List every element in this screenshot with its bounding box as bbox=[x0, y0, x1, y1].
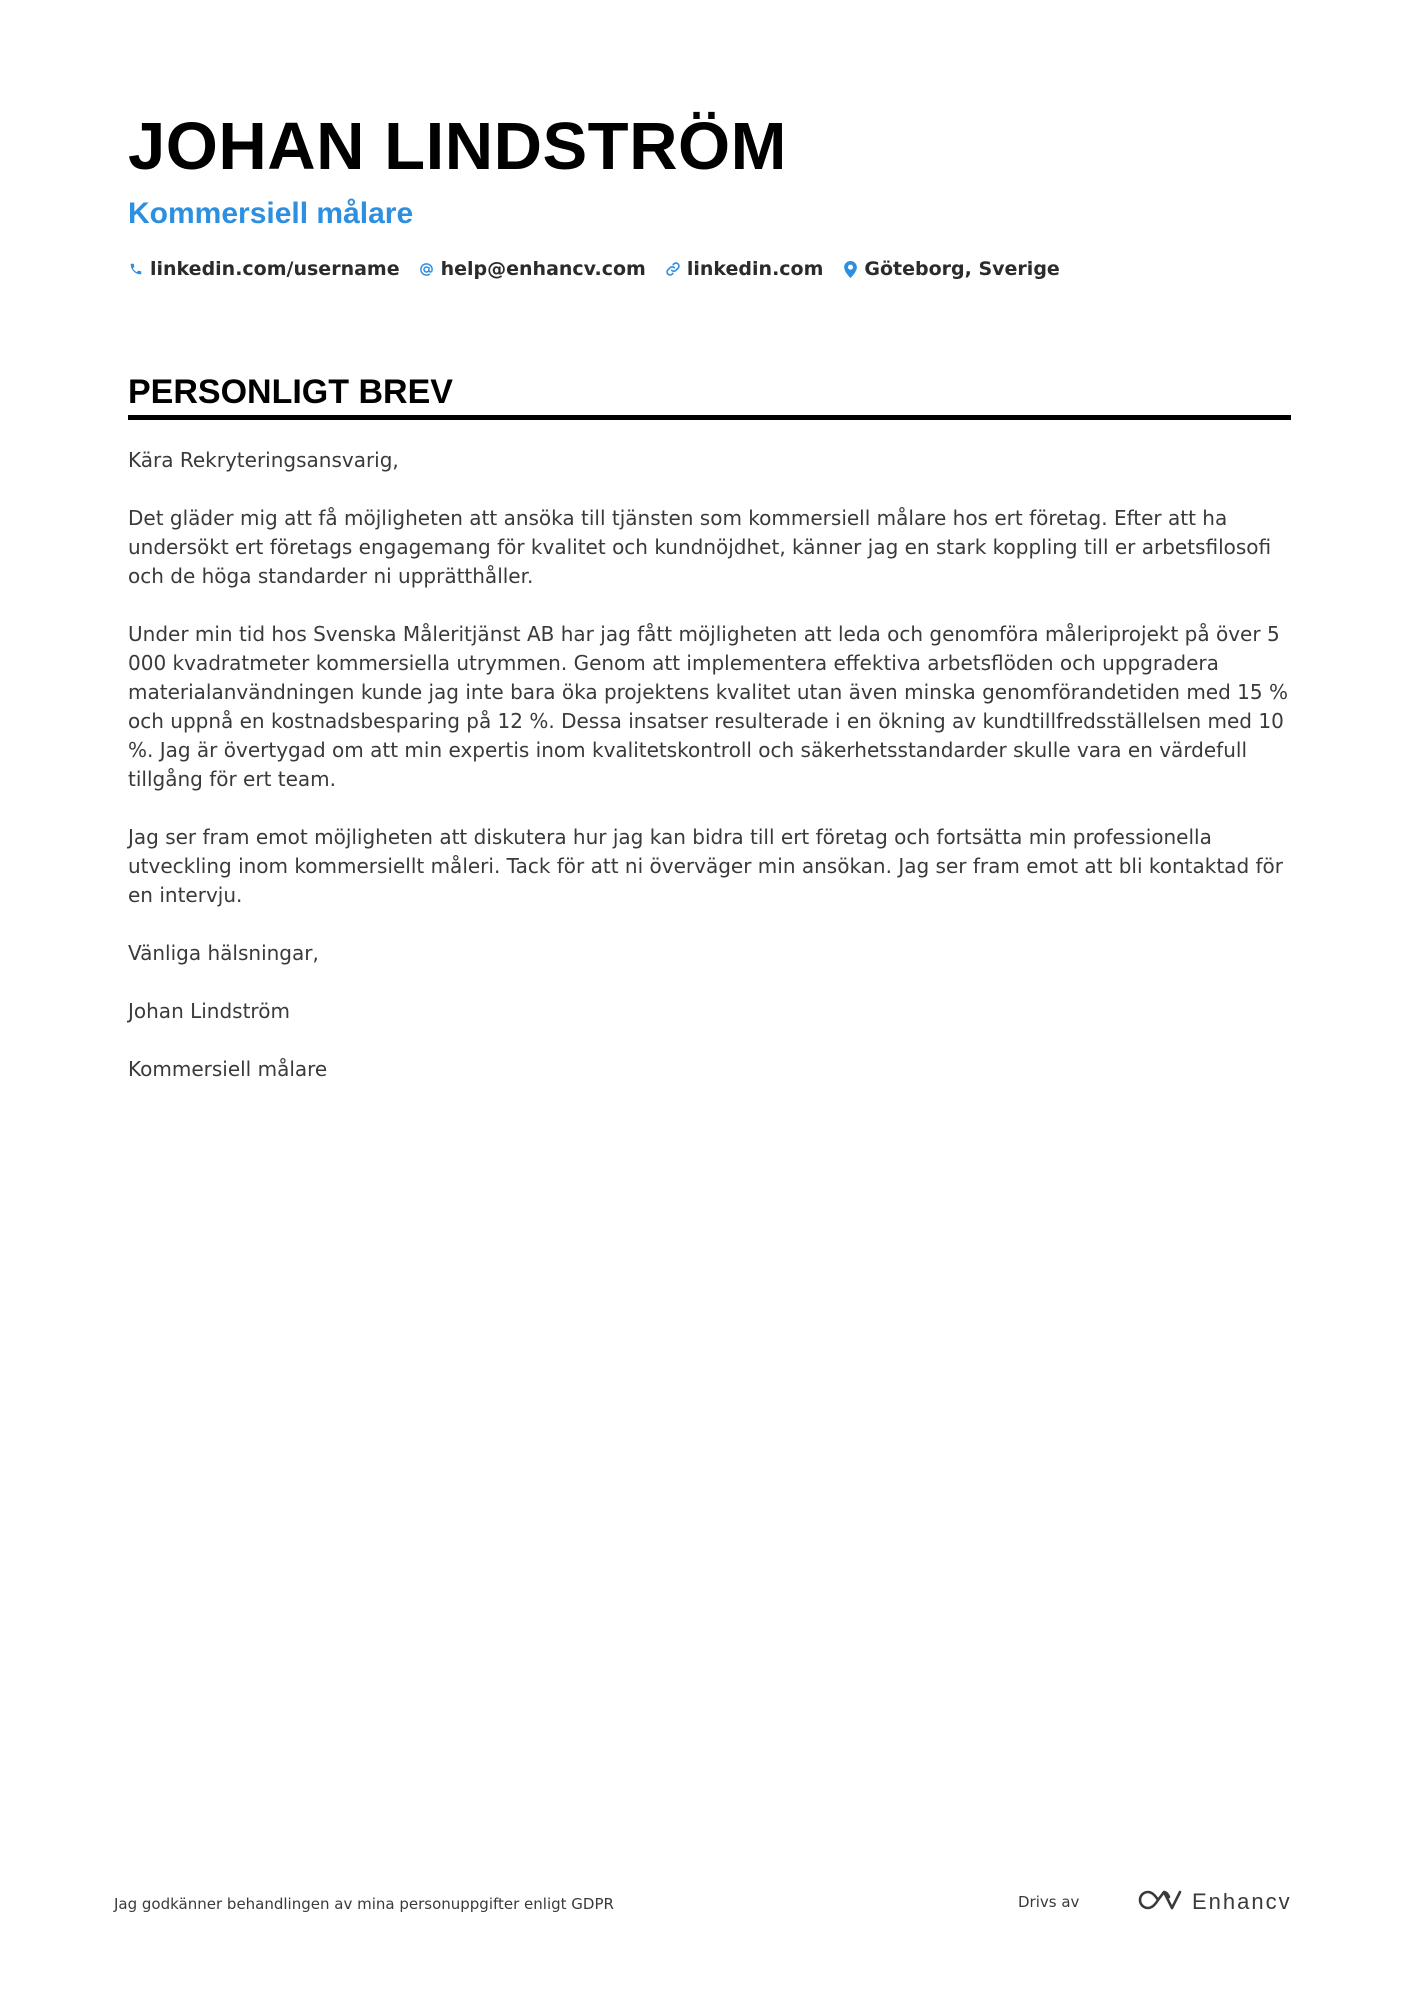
contact-link-text: linkedin.com bbox=[686, 258, 824, 280]
applicant-title: Kommersiell målare bbox=[128, 197, 414, 230]
applicant-name: JOHAN LINDSTRÖM bbox=[128, 109, 787, 184]
section-heading: PERSONLIGT BREV bbox=[128, 372, 1291, 420]
enhancv-logo[interactable] bbox=[1138, 1888, 1292, 1916]
gdpr-consent-text: Jag godkänner behandlingen av mina personuppgifter enligt GDPR bbox=[114, 1895, 614, 1913]
contact-bar bbox=[128, 258, 1291, 280]
contact-phone[interactable] bbox=[128, 258, 400, 280]
letter-greeting: Kära Rekryteringsansvarig, bbox=[128, 448, 399, 472]
cover-letter-page bbox=[128, 108, 1291, 1113]
link-icon bbox=[665, 260, 681, 278]
signature-title: Kommersiell målare bbox=[128, 1057, 328, 1081]
letter-paragraph: Det gläder mig att få möjligheten att ansöka till tjänsten som kommersiell målare hos ert företag. Efter att ha undersökt ert företags engagemang för kvalitet och kundnöjdhet, känner jag en stark koppling till er arbetsfilosofi och de höga standarder ni upprätthåller. bbox=[128, 506, 1272, 588]
location-pin-icon bbox=[842, 260, 858, 278]
contact-email-text: help@enhancv.com bbox=[440, 258, 646, 280]
contact-location-text: Göteborg, Sverige bbox=[864, 258, 1060, 280]
letter-closing: Vänliga hälsningar, bbox=[128, 941, 319, 965]
signature-name: Johan Lindström bbox=[128, 999, 290, 1023]
phone-icon bbox=[128, 260, 144, 278]
letter-body bbox=[128, 446, 1291, 1084]
at-icon bbox=[419, 260, 435, 278]
contact-location bbox=[842, 258, 1059, 280]
letter-paragraph: Jag ser fram emot möjligheten att diskutera hur jag kan bidra till ert företag och fortsätta min professionella utveckling inom kommersiellt måleri. Tack för att ni överväger min ansökan. Jag ser fram emot att bli kontaktad för en intervju. bbox=[128, 825, 1283, 907]
enhancv-logo-icon bbox=[1138, 1888, 1184, 1916]
contact-link[interactable] bbox=[665, 258, 824, 280]
contact-email[interactable] bbox=[419, 258, 646, 280]
contact-phone-text: linkedin.com/username bbox=[150, 258, 400, 280]
enhancv-wordmark: Enhancv bbox=[1192, 1889, 1292, 1914]
powered-by-label: Drivs av bbox=[1018, 1893, 1080, 1911]
letter-paragraph: Under min tid hos Svenska Måleritjänst AB har jag fått möjligheten att leda och genomföra måleriprojekt på över 5 000 kvadratmeter kommersiella utrymmen. Genom att implementera effektiva arbetsflöden och uppgradera materialanvändningen kunde jag inte bara öka projektens kvalitet utan även minska genomförandetiden med 15 % och uppnå en kostnadsbesparing på 12 %. Dessa insatser resulterade i en ökning av kundtillfredsställelsen med 10 %. Jag är övertygad om att min expertis inom kvalitetskontroll och säkerhetsstandarder skulle vara en värdefull tillgång för ert team. bbox=[128, 622, 1288, 791]
